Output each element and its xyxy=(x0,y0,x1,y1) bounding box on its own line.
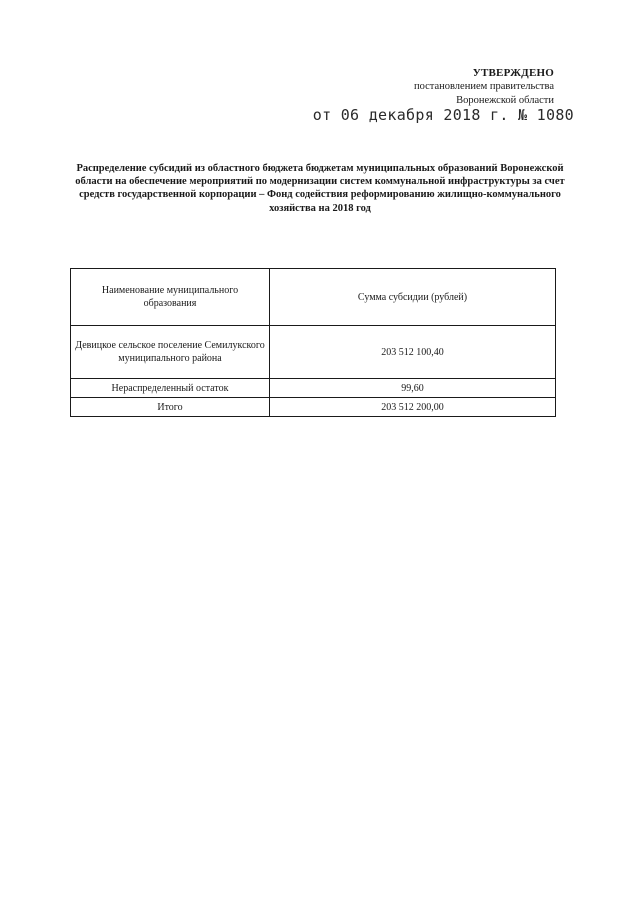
table-row xyxy=(71,326,556,379)
decree-date-number: от 06 декабря 2018 г. № 1080 xyxy=(312,106,574,124)
table-row-total xyxy=(71,398,556,417)
header-municipality: Наименование муниципального образования xyxy=(71,269,270,326)
table-header-row xyxy=(71,269,556,326)
row-amount: 203 512 200,00 xyxy=(270,398,556,417)
approval-line-2: Воронежской области xyxy=(456,95,554,106)
row-name: Итого xyxy=(71,398,270,417)
header-amount: Сумма субсидии (рублей) xyxy=(270,269,556,326)
approval-stamp xyxy=(414,66,554,108)
row-name: Нераспределенный остаток xyxy=(71,379,270,398)
table-row xyxy=(71,379,556,398)
row-amount: 99,60 xyxy=(270,379,556,398)
document-title: Распределение субсидий из областного бюджета бюджетам муниципальных образований Воронежской области на обеспечение мероприятий по модернизации систем коммунальной инфраструктуры за счет средств государственной корпорации – Фонд содействия реформированию жилищно-коммунального хозяйства на 2018 год xyxy=(75,163,565,214)
row-amount: 203 512 100,40 xyxy=(270,326,556,379)
subsidy-table xyxy=(70,268,556,417)
approval-line-1: постановлением правительства xyxy=(413,81,554,92)
approved-label: УТВЕРЖДЕНО xyxy=(472,67,554,79)
row-name: Девицкое сельское поселение Семилукского муниципального района xyxy=(71,326,270,379)
